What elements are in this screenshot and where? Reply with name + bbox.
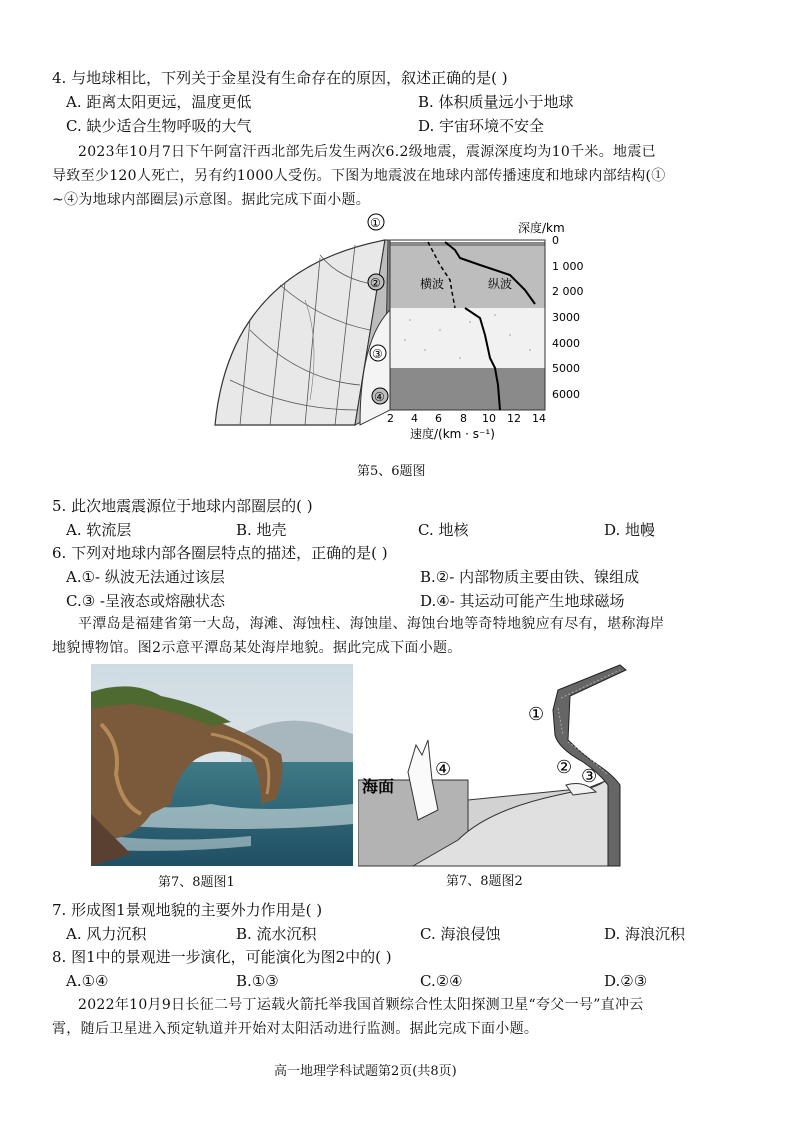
speed-tick-8: 8: [460, 412, 467, 425]
q4-option-b: B. 体积质量远小于地球: [418, 93, 574, 111]
speed-tick-4: 4: [411, 412, 418, 425]
globe-cutaway: [215, 240, 390, 425]
depth-tick-3000: 3000: [552, 311, 580, 324]
q8-option-d: D.②③: [604, 972, 648, 990]
depth-tick-4000: 4000: [552, 337, 580, 350]
p-wave-label: 纵波: [488, 277, 513, 291]
layer-marker-1: ①: [370, 216, 381, 230]
landform-marker-2: ②: [556, 757, 573, 778]
q8-option-a: A.①④: [66, 972, 109, 990]
q6-option-d: D.④- 其运动可能产生地球磁场: [420, 592, 625, 610]
speed-tick-10: 10: [482, 412, 496, 425]
q4-option-c: C. 缺少适合生物呼吸的大气: [66, 117, 252, 135]
q8-stem: 8. 图1中的景观进一步演化，可能演化为图2中的( ): [52, 948, 392, 966]
q7-option-d: D. 海浪沉积: [604, 925, 686, 943]
q5-option-c: C. 地核: [418, 521, 469, 539]
passage2-line1: 平潭岛是福建省第一大岛，海滩、海蚀柱、海蚀崖、海蚀台地等奇特地貌应有尽有，堪称海岸: [78, 616, 665, 632]
depth-tick-6000: 6000: [552, 388, 580, 401]
q4-option-d: D. 宇宙环境不安全: [418, 117, 545, 135]
speed-axis-label: 速度/(km · s⁻¹): [410, 427, 495, 441]
speed-tick-2: 2: [387, 412, 394, 425]
passage1-line3: ~④为地球内部圈层)示意图。据此完成下面小题。: [52, 192, 371, 208]
speed-tick-6: 6: [435, 412, 442, 425]
landform-marker-3: ③: [581, 766, 598, 787]
depth-axis-label: 深度/km: [518, 221, 565, 235]
page-footer: 高一地理学科试题第2页(共8页): [274, 1064, 457, 1079]
q4-option-a: A. 距离太阳更远，温度更低: [66, 93, 252, 111]
landform-marker-1: ①: [528, 704, 545, 725]
q5-option-a: A. 软流层: [66, 521, 132, 539]
figure1-caption: 第7、8题图1: [158, 875, 235, 890]
q8-option-b: B.①③: [236, 972, 279, 990]
layer-marker-3: ③: [372, 347, 383, 361]
q7-option-c: C. 海浪侵蚀: [420, 925, 501, 943]
sea-arch-photo: [91, 664, 353, 866]
figure2-caption: 第7、8题图2: [446, 874, 523, 889]
figure56-caption: 第5、6题图: [357, 464, 426, 479]
layer-marker-2: ②: [370, 276, 381, 290]
q4-stem: 4. 与地球相比，下列关于金星没有生命存在的原因，叙述正确的是( ): [52, 69, 508, 87]
passage1-line2: 导致至少120人死亡，另有约1000人受伤。下图为地震波在地球内部传播速度和地球内部结构(①: [52, 168, 666, 184]
coastal-landform-diagram: [358, 660, 630, 868]
passage3-line1: 2022年10月9日长征二号丁运载火箭托举我国首颗综合性太阳探测卫星“夸父一号”直冲云: [78, 997, 644, 1013]
speed-ticks: [387, 412, 546, 425]
q7-stem: 7. 形成图1景观地貌的主要外力作用是( ): [52, 901, 323, 919]
depth-tick-0: 0: [552, 234, 559, 247]
q8-option-c: C.②④: [420, 972, 463, 990]
shear-wave-label: 横波: [420, 277, 445, 291]
depth-tick-5000: 5000: [552, 362, 580, 375]
q7-option-b: B. 流水沉积: [236, 925, 317, 943]
earth-structure-figure: [210, 210, 590, 460]
q6-option-b: B.②- 内部物质主要由铁、镍组成: [420, 568, 640, 586]
speed-tick-14: 14: [532, 412, 546, 425]
q5-stem: 5. 此次地震震源位于地球内部圈层的( ): [52, 497, 313, 515]
q5-option-d: D. 地幔: [604, 521, 656, 539]
passage1-line1: 2023年10月7日下午阿富汗西北部先后发生两次6.2级地震，震源深度均为10千米。地震已: [78, 144, 656, 160]
sea-level-label: 海面: [362, 777, 395, 796]
layer-marker-4: ④: [374, 390, 385, 404]
landform-marker-4: ④: [435, 759, 452, 780]
depth-tick-2000: 2 000: [552, 285, 584, 298]
q5-option-b: B. 地壳: [236, 521, 287, 539]
q7-option-a: A. 风力沉积: [66, 925, 147, 943]
q6-stem: 6. 下列对地球内部各圈层特点的描述，正确的是( ): [52, 544, 388, 562]
speed-tick-12: 12: [507, 412, 521, 425]
passage2-line2: 地貌博物馆。图2示意平潭岛某处海岸地貌。据此完成下面小题。: [52, 640, 462, 656]
q6-option-c: C.③ -呈液态或熔融状态: [66, 592, 225, 610]
depth-tick-1000: 1 000: [552, 260, 584, 273]
passage3-line2: 霄，随后卫星进入预定轨道并开始对太阳活动进行监测。据此完成下面小题。: [52, 1021, 539, 1037]
q6-option-a: A.①- 纵波无法通过该层: [66, 568, 225, 586]
depth-ticks: [552, 234, 584, 401]
